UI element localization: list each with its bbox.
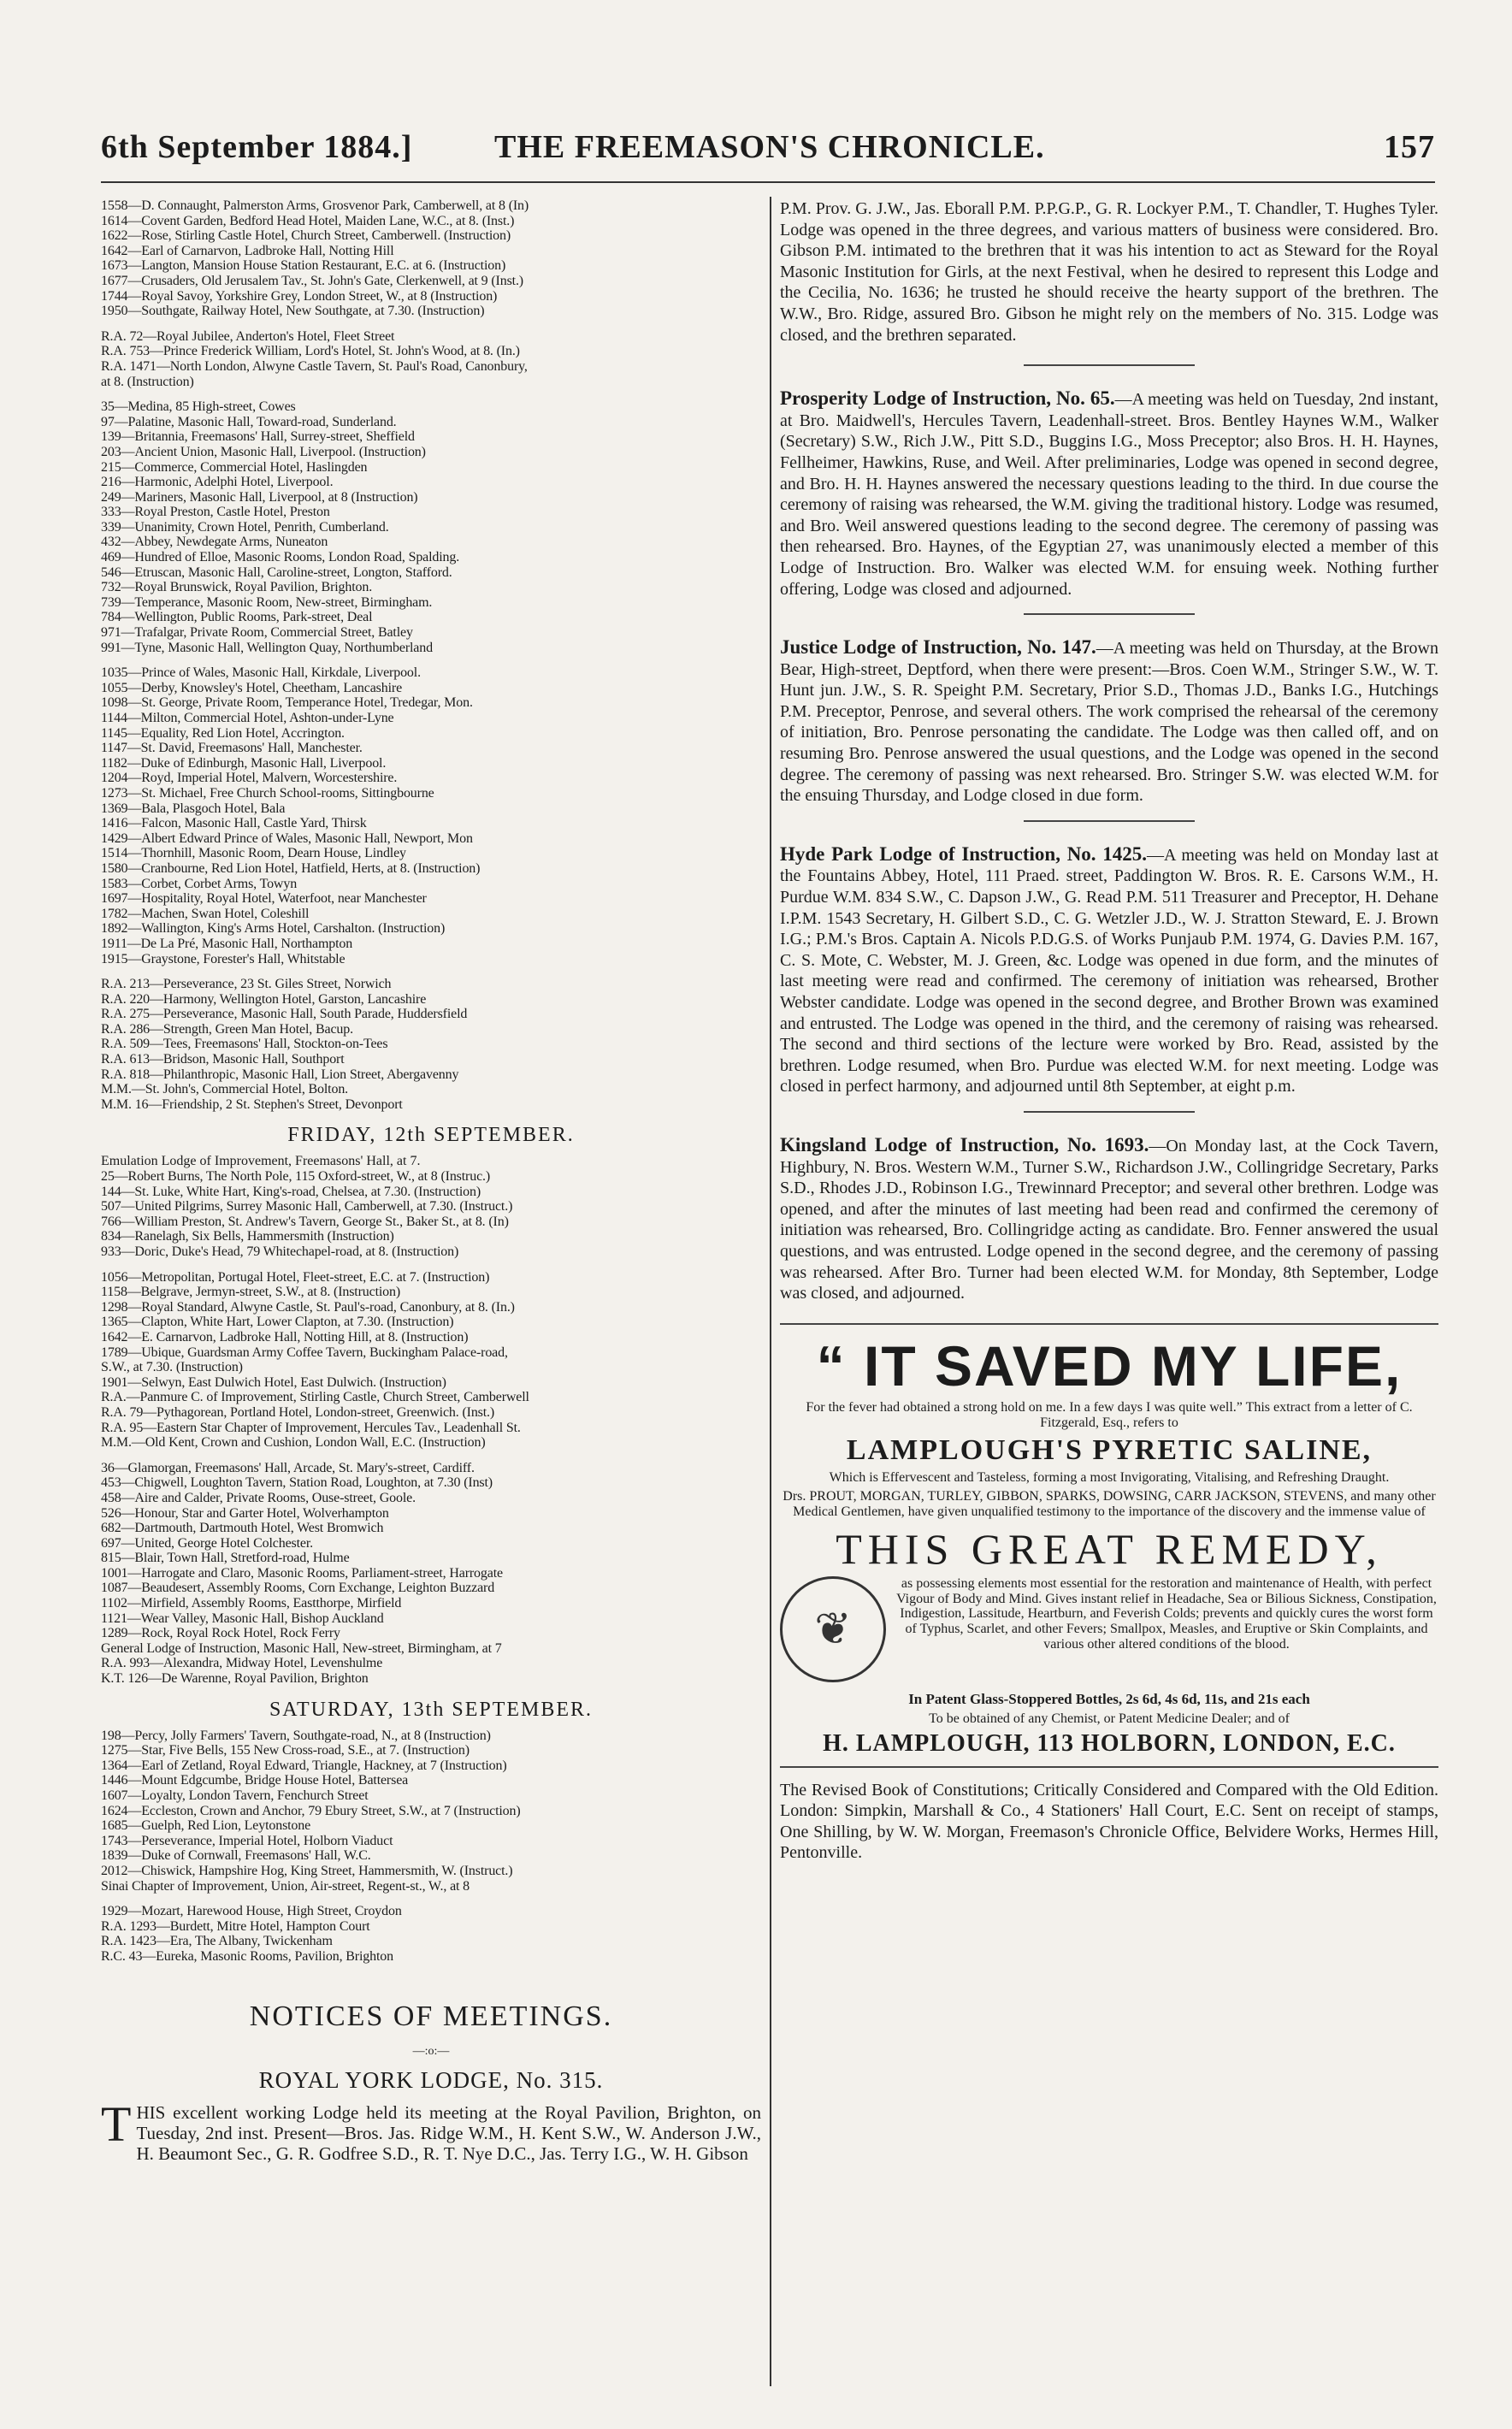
ad-endorsement: Drs. PROUT, MORGAN, TURLEY, GIBBON, SPARKS, DOWSING, CARR JACKSON, STEVENS, and many other Medical Gentlemen, have given unqualified testimony to the importance of the discovery and the immense value of [783, 1488, 1436, 1519]
lodge-entry: R.A. 753—Prince Frederick William, Lord's Hotel, St. John's Wood, at 8. (In.) [101, 344, 520, 359]
notices-heading: NOTICES OF MEETINGS. [249, 2000, 613, 2032]
lodge-entry: 215—Commerce, Commercial Hotel, Haslingden [101, 459, 368, 475]
lodge-list [101, 1461, 761, 1687]
lodge-entry: 971—Trafalgar, Private Room, Commercial Street, Batley [101, 625, 413, 641]
lodge-entry: 1642—Earl of Carnarvon, Ladbroke Hall, Notting Hill [101, 243, 394, 258]
ad-body [780, 1576, 1438, 1682]
lodge-entry: 1001—Harrogate and Claro, Masonic Rooms, Parliament-street, Harrogate [101, 1565, 503, 1581]
ad-description: Which is Effervescent and Tasteless, forming a most Invigorating, Vitalising, and Refreshing Draught. [829, 1469, 1390, 1485]
lodge-entry: 834—Ranelagh, Six Bells, Hammersmith (Instruction) [101, 1229, 394, 1244]
lodge-entry: R.A. 509—Tees, Freemasons' Hall, Stockton-on-Tees [101, 1037, 388, 1052]
lodge-entry: 1514—Thornhill, Masonic Room, Dearn House, Lindley [101, 846, 406, 861]
lodge-entry: R.A. 79—Pythagorean, Portland Hotel, London-street, Greenwich. (Inst.) [101, 1404, 495, 1420]
lodge-entry: 1416—Falcon, Masonic Hall, Castle Yard, Thirsk [101, 816, 367, 831]
right-column [780, 198, 1438, 2388]
lodge-entry: at 8. (Instruction) [101, 374, 194, 389]
report-prosperity [780, 388, 1438, 600]
lodge-title: ROYAL YORK LODGE, No. 315. [258, 2066, 604, 2093]
lodge-entry: 1056—Metropolitan, Portugal Hotel, Fleet-street, E.C. at 7. (Instruction) [101, 1269, 490, 1285]
lodge-entry: 35—Medina, 85 High-street, Cowes [101, 399, 296, 415]
lodge-list [101, 198, 761, 319]
lodge-entry: 1839—Duke of Cornwall, Freemasons' Hall, W.C. [101, 1848, 371, 1864]
lodge-entry: R.A. 275—Perseverance, Masonic Hall, South Parade, Huddersfield [101, 1007, 468, 1022]
lodge-entry: R.C. 43—Eureka, Masonic Rooms, Pavilion, Brighton [101, 1948, 393, 1964]
lodge-entry: 1673—Langton, Mansion House Station Restaurant, E.C. at 6. (Instruction) [101, 258, 506, 274]
report-title: Prosperity Lodge of Instruction, No. 65. [780, 387, 1115, 410]
lodge-entry: 1697—Hospitality, Royal Hotel, Waterfoot, near Manchester [101, 891, 427, 907]
report-kingsland [780, 1135, 1438, 1304]
ad-testimonial: For the fever had obtained a strong hold on me. In a few days I was quite well.” This extract from a letter of C. Fitzgerald, Esq., refers to [806, 1399, 1413, 1430]
lodge-entry: 1102—Mirfield, Assembly Rooms, Eastthorpe, Mirfield [101, 1596, 402, 1611]
lodge-entry: 1446—Mount Edgcumbe, Bridge House Hotel, Battersea [101, 1773, 409, 1788]
lodge-entry: 139—Britannia, Freemasons' Hall, Surrey-street, Sheffield [101, 429, 415, 445]
lodge-entry: 469—Hundred of Elloe, Masonic Rooms, London Road, Spalding. [101, 550, 460, 565]
lodge-entry: R.A.—Panmure C. of Improvement, Stirling Castle, Church Street, Camberwell [101, 1390, 529, 1405]
lodge-entry: 697—United, George Hotel Colchester. [101, 1535, 314, 1551]
lodge-entry: 1365—Clapton, White Hart, Lower Clapton, at 7.30. (Instruction) [101, 1315, 454, 1330]
report-text: —A meeting was held on Thursday, at the Brown Bear, High-street, Deptford, when there were present:—Bros. Coen W.M., Stringer S.W., W. T. Hunt jun. J.W., S. R. Speight P.M. Secretary, Prior S.D., Thomas J.D., Banks I.G., Hutchings P.M. Preceptor, Penrose, and several others. The work comprised the rehearsal of the ceremony of initiation, Bro. Penrose personating the candidate. The Lodge was then called off, and on resuming Bro. Penrose answered the usual questions, and the Lodge was opened in the second degree. The ceremony of passing was next rehearsed. Bro. Stringer S.W. was elected W.M. for the ensuing Thursday, and Lodge closed in due form. [780, 639, 1438, 806]
lodge-entry: 739—Temperance, Masonic Room, New-street, Birmingham. [101, 594, 433, 610]
lodge-entry: R.A. 613—Bridson, Masonic Hall, Southport [101, 1052, 345, 1067]
lodge-entry: R.A. 286—Strength, Green Man Hotel, Bacup. [101, 1021, 353, 1037]
lodge-entry: 1273—St. Michael, Free Church School-rooms, Sittingbourne [101, 785, 434, 801]
lodge-entry: R.A. 1471—North London, Alwyne Castle Tavern, St. Paul's Road, Canonbury, [101, 358, 528, 374]
report-title: Hyde Park Lodge of Instruction, No. 1425. [780, 842, 1148, 865]
lodge-entry: M.M.—St. John's, Commercial Hotel, Bolton. [101, 1082, 349, 1097]
lodge-list [101, 1169, 761, 1260]
lodge-entry: 1624—Eccleston, Crown and Anchor, 79 Ebury Street, S.W., at 7 (Instruction) [101, 1803, 521, 1818]
lodge-list [101, 665, 761, 966]
day-heading: SATURDAY, 13th SEPTEMBER. [269, 1698, 594, 1721]
lodge-entry: 2012—Chiswick, Hampshire Hog, King Street, Hammersmith, W. (Instruct.) [101, 1863, 513, 1878]
lodge-entry: 1911—De La Pré, Masonic Hall, Northampton [101, 936, 353, 951]
lodge-entry: R.A. 1293—Burdett, Mitre Hotel, Hampton Court [101, 1918, 370, 1934]
lodge-list [101, 977, 761, 1112]
lodge-entry: 1369—Bala, Plasgoch Hotel, Bala [101, 801, 286, 816]
lodge-entry: 1121—Wear Valley, Masonic Hall, Bishop Auckland [101, 1610, 384, 1626]
lodge-entry: K.T. 126—De Warenne, Royal Pavilion, Brighton [101, 1671, 369, 1687]
lodge-entry: R.A. 993—Alexandra, Midway Hotel, Levenshulme [101, 1656, 383, 1671]
ad-price: In Patent Glass-Stoppered Bottles, 2s 6d, 4s 6d, 11s, and 21s each [908, 1690, 1310, 1707]
lodge-entry: M.M.—Old Kent, Crown and Cushion, London Wall, E.C. (Instruction) [101, 1435, 486, 1451]
section-rule [1024, 1111, 1195, 1113]
lodge-entry: 1298—Royal Standard, Alwyne Castle, St. Paul's-road, Canonbury, at 8. (In.) [101, 1299, 515, 1315]
drop-cap: T [101, 2095, 132, 2152]
lodge-entry: Sinai Chapter of Improvement, Union, Air-street, Regent-st., W., at 8 [101, 1878, 470, 1894]
lodge-entry: 1789—Ubique, Guardsman Army Coffee Tavern, Buckingham Palace-road, [101, 1345, 508, 1360]
lodge-list [101, 1904, 761, 1964]
column-divider [770, 197, 771, 2386]
lodge-entry: 1204—Royd, Imperial Hotel, Malvern, Worcestershire. [101, 771, 398, 786]
lodge-entry: 25—Robert Burns, The North Pole, 115 Oxford-street, W., at 8 (Instruc.) [101, 1169, 491, 1185]
lodge-entry: 1583—Corbet, Corbet Arms, Towyn [101, 876, 298, 891]
lodge-entry: 97—Palatine, Masonic Hall, Toward-road, Sunderland. [101, 414, 397, 429]
lodge-list [101, 329, 761, 389]
lodge-entry: 36—Glamorgan, Freemasons' Hall, Arcade, St. Mary's-street, Cardiff. [101, 1460, 475, 1475]
lodge-entry: 682—Dartmouth, Dartmouth Hotel, West Bromwich [101, 1521, 384, 1536]
lodge-entry: 766—William Preston, St. Andrew's Tavern, George St., Baker St., at 8. (In) [101, 1214, 509, 1229]
lodge-entry: 1558—D. Connaught, Palmerston Arms, Grosvenor Park, Camberwell, at 8 (In) [101, 198, 529, 213]
lodge-entry: R.A. 1423—Era, The Albany, Twickenham [101, 1934, 333, 1949]
lodge-entry: 249—Mariners, Masonic Hall, Liverpool, at 8 (Instruction) [101, 489, 418, 505]
report-title: Kingsland Lodge of Instruction, No. 1693. [780, 1133, 1149, 1155]
lodge-entry: 1950—Southgate, Railway Hotel, New Southgate, at 7.30. (Instruction) [101, 304, 485, 319]
lodge-entry: 546—Etruscan, Masonic Hall, Caroline-street, Longton, Stafford. [101, 564, 452, 580]
advertisement [780, 1323, 1438, 1758]
ad-remedy-heading: THIS GREAT REMEDY, [836, 1524, 1383, 1573]
lodge-entry: General Lodge of Instruction, Masonic Hall, New-street, Birmingham, at 7 [101, 1640, 502, 1656]
lodge-entry: 1892—Wallington, King's Arms Hotel, Carshalton. (Instruction) [101, 921, 446, 937]
ad-availability: To be obtained of any Chemist, or Patent Medicine Dealer; and of [929, 1711, 1290, 1726]
lodge-entry: 1642—E. Carnarvon, Ladbroke Hall, Notting Hill, at 8. (Instruction) [101, 1329, 469, 1345]
header-rule [101, 181, 1435, 183]
lodge-entry: 507—United Pilgrims, Surrey Masonic Hall, Camberwell, at 7.30. (Instruct.) [101, 1199, 513, 1214]
lodge-entry: 1144—Milton, Commercial Hotel, Ashton-under-Lyne [101, 711, 394, 725]
lodge-entry: 216—Harmonic, Adelphi Hotel, Liverpool. [101, 475, 334, 490]
lodge-entry: 1275—Star, Five Bells, 155 New Cross-road, S.E., at 7. (Instruction) [101, 1743, 470, 1758]
lodge-entry: 1429—Albert Edward Prince of Wales, Masonic Hall, Newport, Mon [101, 830, 473, 846]
lodge-entry: 732—Royal Brunswick, Royal Pavilion, Brighton. [101, 580, 373, 595]
lodge-entry: 453—Chigwell, Loughton Tavern, Station Road, Loughton, at 7.30 (Inst) [101, 1475, 493, 1491]
lodge-entry: 1087—Beaudesert, Assembly Rooms, Corn Exchange, Leighton Buzzard [101, 1581, 495, 1596]
lodge-entry: 198—Percy, Jolly Farmers' Tavern, Southgate-road, N., at 8 (Instruction) [101, 1728, 491, 1743]
lodge-entry: 339—Unanimity, Crown Hotel, Penrith, Cumberland. [101, 519, 389, 535]
report-justice [780, 637, 1438, 807]
section-rule [1024, 364, 1195, 366]
lodge-entry: R.A. 95—Eastern Star Chapter of Improvement, Hercules Tav., Leadenhall St. [101, 1420, 521, 1435]
lodge-entry: 1147—St. David, Freemasons' Hall, Manchester. [101, 741, 363, 756]
lodge-entry: 1744—Royal Savoy, Yorkshire Grey, London Street, W., at 8 (Instruction) [101, 288, 498, 304]
lodge-entry: R.A. 818—Philanthropic, Masonic Hall, Lion Street, Abergavenny [101, 1067, 459, 1082]
lodge-entry: 144—St. Luke, White Hart, King's-road, Chelsea, at 7.30. (Instruction) [101, 1184, 481, 1199]
lodge-entry: 526—Honour, Star and Garter Hotel, Wolverhampton [101, 1505, 389, 1521]
lodge-list [101, 399, 761, 655]
lodge-entry: 1622—Rose, Stirling Castle Hotel, Church Street, Camberwell. (Instruction) [101, 228, 511, 244]
lodge-entry: 1035—Prince of Wales, Masonic Hall, Kirkdale, Liverpool. [101, 665, 421, 681]
page-header [101, 128, 1435, 176]
lodge-list [101, 1270, 761, 1451]
report-text: —A meeting was held on Monday last at the Fountains Abbey, Hotel, 111 Praed. street, Paddington W. Bros. R. E. Carsons W.M., H. Purdue W.M. 834 S.W., C. Dapson J.W., G. Read P.M. 511 Treasurer and Preceptor, H. Dehane I.P.M. 1543 Secretary, H. Gilbert S.D., C. G. Wetzler J.D., W. J. Stratton Steward, E. J. Brown I.G.; P.M.'s Bros. Captain A. Nicols P.D.G.S. of Works Punjaub P.M. 1974, G. Davies P.M. 167, C. S. Mote, C. Webster, M. J. Green, &c. Lodge was opened in due form, and the minutes of last meeting were read and confirmed. The ceremony of initiation was rehearsed, Brother Webster candidate. Lodge was opened in the second degree, and Brother Brown was examined and entrusted. The Lodge was opened in the third, and the ceremony of raising was rehearsed. The second and third sections of the lecture were worked by Bro. Read, assisted by the brethren. Lodge resumed, when Bro. Purdue was elected W.M. for next meeting. Lodge was closed in perfect harmony, and adjourned until 8th September, at eight p.m. [780, 845, 1438, 1096]
lodge-entry: 458—Aire and Calder, Private Rooms, Ouse-street, Goole. [101, 1490, 416, 1505]
lodge-entry: 1743—Perseverance, Imperial Hotel, Holborn Viaduct [101, 1833, 393, 1848]
lodge-entry: 432—Abbey, Newdegate Arms, Nuneaton [101, 535, 328, 550]
lodge-entry: 1580—Cranbourne, Red Lion Hotel, Hatfield, Herts, at 8. (Instruction) [101, 860, 481, 876]
lodge-entry: R.A. 213—Perseverance, 23 St. Giles Street, Norwich [101, 977, 392, 992]
lodge-list [101, 1729, 761, 1894]
lodge-entry: 784—Wellington, Public Rooms, Park-street, Deal [101, 610, 373, 625]
ad-benefits: as possessing elements most essential for the restoration and maintenance of Health, with perfect Vigour of Body and Mind. Gives instant relief in Headache, Sea or Bilious Sickness, Constipation, Indigestion, Lassitude, Heartburn, and Feverish Colds; prevents and quickly cures the worst form of Typhus, Scarlet, and other Fevers; Smallpox, Measles, and Eruptive or Skin Complaints, and various other altered conditions of the blood. [896, 1575, 1437, 1652]
lodge-intro: Emulation Lodge of Improvement, Freemasons' Hall, at 7. [101, 1154, 421, 1169]
ad-address: H. LAMPLOUGH, 113 HOLBORN, LONDON, E.C. [823, 1729, 1396, 1757]
lodge-entry: 1677—Crusaders, Old Jerusalem Tav., St. John's Gate, Clerkenwell, at 9 (Inst.) [101, 273, 523, 288]
lodge-entry: 1289—Rock, Royal Rock Hotel, Rock Ferry [101, 1626, 340, 1641]
book-notice: The Revised Book of Constitutions; Critically Considered and Compared with the Old Edition. London: Simpkin, Marshall & Co., 4 Stationers' Hall Court, E.C. Sent on receipt of stamps, One Shilling, by W. W. Morgan, Freemason's Chronicle Office, Belvidere Works, Hermes Hill, Pentonville. [780, 1766, 1438, 1864]
lodge-entry: 991—Tyne, Masonic Hall, Wellington Quay, Northumberland [101, 640, 433, 655]
page-number: 157 [1384, 129, 1435, 165]
report-hyde-park [780, 844, 1438, 1097]
report-title: Justice Lodge of Instruction, No. 147. [780, 636, 1096, 659]
lodge-entry: 1145—Equality, Red Lion Hotel, Accrington. [101, 725, 345, 741]
lodge-entry: S.W., at 7.30. (Instruction) [101, 1360, 243, 1375]
issue-date: 6th September 1884.] [101, 129, 413, 165]
lodge-entry: R.A. 220—Harmony, Wellington Hotel, Garston, Lancashire [101, 991, 427, 1007]
ad-product-name: LAMPLOUGH'S PYRETIC SALINE, [846, 1433, 1373, 1466]
lodge-entry: 1915—Graystone, Forester's Hall, Whitstable [101, 951, 346, 966]
lodge-entry: 1607—Loyalty, London Tavern, Fenchurch Street [101, 1788, 369, 1803]
section-rule [1024, 820, 1195, 822]
day-heading: FRIDAY, 12th SEPTEMBER. [287, 1124, 575, 1147]
royal-crest-icon: ❦ [780, 1576, 886, 1682]
left-column [101, 198, 761, 2388]
lodge-entry: 203—Ancient Union, Masonic Hall, Liverpool. (Instruction) [101, 444, 426, 459]
lodge-entry: 815—Blair, Town Hall, Stretford-road, Hulme [101, 1551, 350, 1566]
ad-headline: “ IT SAVED MY LIFE, [816, 1333, 1403, 1398]
lodge-entry: M.M. 16—Friendship, 2 St. Stephen's Street, Devonport [101, 1096, 403, 1112]
section-rule [1024, 613, 1195, 615]
lodge-entry: 1782—Machen, Swan Hotel, Coleshill [101, 906, 310, 921]
lodge-entry: 1098—St. George, Private Room, Temperance Hotel, Tredegar, Mon. [101, 695, 473, 711]
lodge-entry: 1055—Derby, Knowsley's Hotel, Cheetham, Lancashire [101, 680, 403, 695]
notice-body [101, 2095, 761, 2165]
lodge-entry: 333—Royal Preston, Castle Hotel, Preston [101, 505, 330, 520]
lodge-entry: 1158—Belgrave, Jermyn-street, S.W., at 8. (Instruction) [101, 1285, 401, 1300]
publication-title: THE FREEMASON'S CHRONICLE. [494, 129, 1045, 165]
notice-text: HIS excellent working Lodge held its meeting at the Royal Pavilion, Brighton, on Tuesday, 2nd inst. Present—Bros. Jas. Ridge W.M., H. Kent S.W., W. Anderson J.W., H. Beaumont Sec., G. R. Godfree S.D., R. T. Nye D.C., Jas. Terry I.G., W. H. Gibson [136, 2101, 761, 2164]
lodge-entry: 1614—Covent Garden, Bedford Head Hotel, Maiden Lane, W.C., at 8. (Inst.) [101, 213, 515, 228]
lodge-entry: 1901—Selwyn, East Dulwich Hotel, East Dulwich. (Instruction) [101, 1374, 446, 1390]
lodge-entry: 1364—Earl of Zetland, Royal Edward, Triangle, Hackney, at 7 (Instruction) [101, 1758, 507, 1773]
report-text: —A meeting was held on Tuesday, 2nd instant, at Bro. Maidwell's, Hercules Tavern, Leadenhall-street. Bros. Bentley Haynes W.M., Walker (Secretary) S.W., Rich J.W., Pitt S.D., Buggins I.G., Moss Preceptor; also Bros. H. H. Haynes, Fellheimer, Hawkins, Ruse, and Weil. After preliminaries, Lodge was opened in second degree, and Bro. H. H. Haynes answered the necessary questions leading to the third. In due course the ceremony of raising was rehearsed, the W.M. giving the traditional history. Lodge was resumed, and Bro. Weil answered questions leading to the second degree. The ceremony of passing was then rehearsed. Bro. Haynes, of the Egyptian 27, was unanimously elected a member of this Lodge of Instruction. Bro. Walker was elected W.M. for ensuing week. Nothing further offering, Lodge was closed and adjourned. [780, 390, 1438, 599]
lodge-entry: 1685—Guelph, Red Lion, Leytonstone [101, 1818, 311, 1834]
ornament-divider: —:o:— [412, 2044, 450, 2058]
report-text: —On Monday last, at the Cock Tavern, Highbury, N. Bros. Western W.M., Turner S.W., Richardson J.W., Collingridge Secretary, Parks S.D., Rhodes J.D., Robinson I.G., Trewinnard Preceptor; and several other brethren. Lodge was opened, and after the minutes of last meeting had been read and confirmed the ceremony of initiation was rehearsed, Bro. Collingridge acting as candidate. Bro. Fenner answered the usual questions, and was entrusted. Lodge opened in the second degree, and the ceremony of passing was rehearsed. After Bro. Turner had been elected W.M. for Monday, 8th September, Lodge was closed, and adjourned. [780, 1136, 1438, 1303]
report-continuation: P.M. Prov. G. J.W., Jas. Eborall P.M. P.P.G.P., G. R. Lockyer P.M., T. Chandler, T. Hughes Tyler. Lodge was opened in the three degrees, and various matters of business were considered. Bro. Gibson P.M. intimated to the brethren that it was his intention to act as Steward for the Royal Masonic Institution for Girls, at the next Festival, when he desired to represent this Lodge and the Cecilia, No. 1636; he trusted he should receive the hearty support of the brethren. The W.W., Bro. Ridge, assured Bro. Gibson he might rely on the members of No. 315. Lodge was closed, and the brethren separated. [780, 199, 1438, 345]
lodge-entry: 1182—Duke of Edinburgh, Masonic Hall, Liverpool. [101, 755, 387, 771]
lodge-entry: R.A. 72—Royal Jubilee, Anderton's Hotel, Fleet Street [101, 328, 395, 344]
lodge-entry: 933—Doric, Duke's Head, 79 Whitechapel-road, at 8. (Instruction) [101, 1244, 459, 1259]
lodge-entry: 1929—Mozart, Harewood House, High Street, Croydon [101, 1904, 402, 1919]
